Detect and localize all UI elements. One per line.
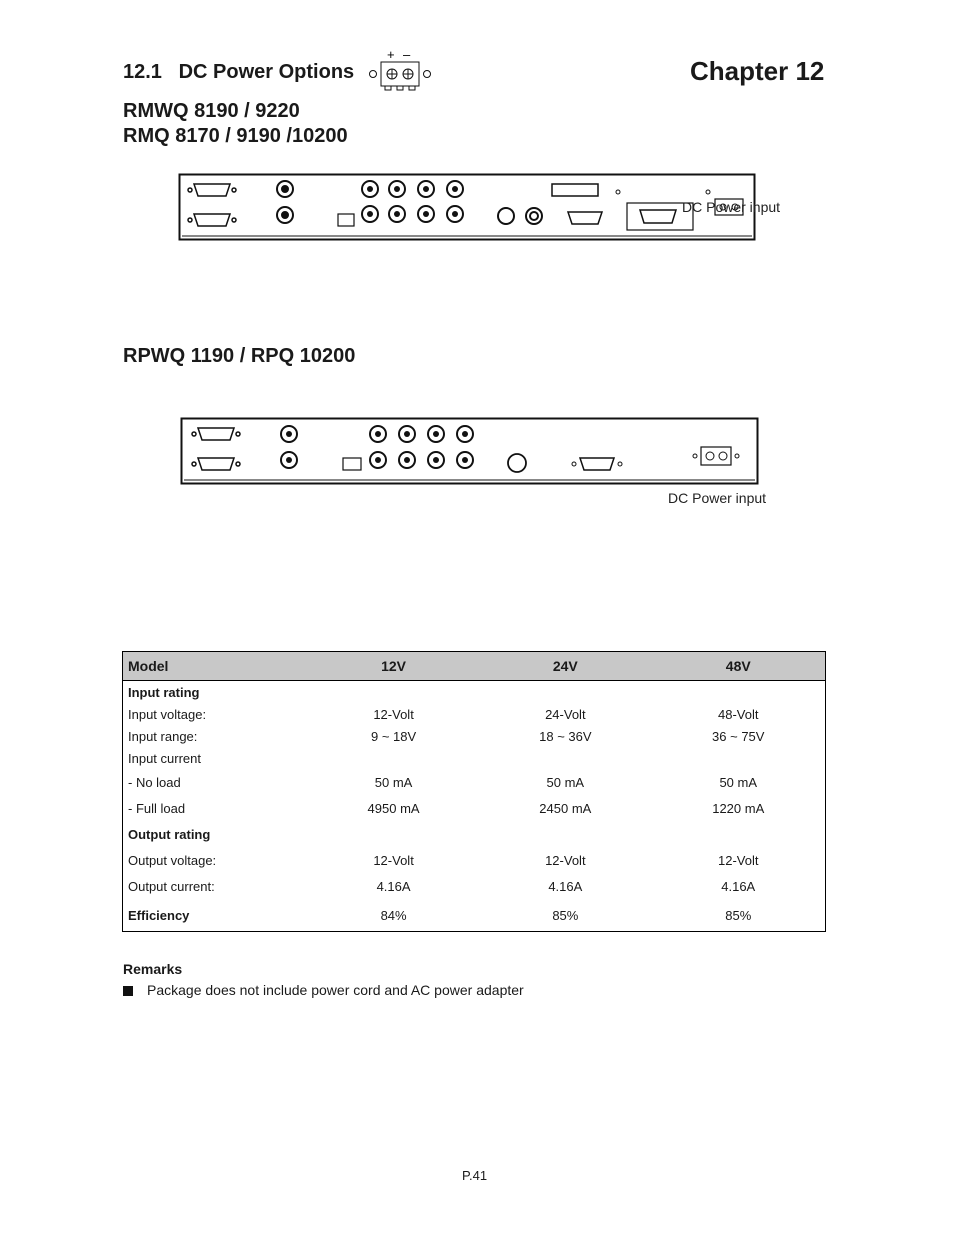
row-label: Efficiency [128,907,190,923]
rear-panel-diagram-rpwq [180,416,760,488]
table-row [123,725,826,747]
cell: 4.16A [721,878,756,894]
cell: 85% [725,907,752,923]
page-number: P.41 [462,1168,488,1183]
dc-input-caption-1: DC Power input [682,199,781,215]
table-row [123,769,826,795]
header-12v: 12V [308,652,479,681]
cell: 12-Volt [373,852,414,868]
cell: 50 mA [374,774,413,790]
cell: 48-Volt [718,706,759,722]
cell: 12-Volt [545,852,586,868]
table-row [123,795,826,821]
remark-text: Package does not include power cord and AC power adapter [147,982,524,998]
section-title: 12.1 DC Power Options [123,61,355,83]
cell: 4950 mA [367,800,420,816]
dc-terminal-icon [366,46,436,94]
cell [652,681,826,704]
row-label: Input current [128,750,201,766]
row-label: - No load [128,774,181,790]
header-48v: 48V [652,652,826,681]
cell: 18 ~ 36V [539,728,592,744]
bullet-square-icon [123,986,133,996]
table-row [123,681,826,704]
dc-spec-table [122,651,826,932]
table-row [123,847,826,873]
row-label: Output voltage: [128,852,217,868]
cell [308,681,479,704]
cell: 24-Volt [545,706,586,722]
model-line-3: RPWQ 1190 / RPQ 10200 [123,345,356,367]
table-row [123,899,826,932]
row-label: Output current: [128,878,215,894]
chapter-title: Chapter 12 [690,56,825,86]
remarks-title: Remarks [123,961,183,977]
table-row [123,703,826,725]
remark-item [123,982,524,998]
plus-label: + [387,47,395,62]
cell: 50 mA [546,774,585,790]
header-model: Model [123,652,309,681]
model-line-1: RMWQ 8190 / 9220 [123,100,300,122]
cell: 9 ~ 18V [370,728,417,744]
row-label: Output rating [128,826,211,842]
rear-panel-diagram-rmwq [178,172,758,244]
cell: 50 mA [719,774,758,790]
table-row [123,821,826,847]
table-row [123,873,826,899]
row-label: Input range: [128,728,198,744]
cell [479,747,651,769]
cell [479,681,651,704]
cell [308,821,479,847]
cell: 2450 mA [539,800,592,816]
row-label: Input rating [128,684,200,700]
cell [479,821,651,847]
row-label: - Full load [128,800,186,816]
cell: 1220 mA [712,800,765,816]
cell: 84% [380,907,407,923]
cell: 4.16A [376,878,411,894]
header-24v: 24V [479,652,651,681]
cell [308,747,479,769]
row-label: Input voltage: [128,706,207,722]
cell [652,747,826,769]
model-line-2: RMQ 8170 / 9190 /10200 [123,125,348,147]
cell: 12-Volt [373,706,414,722]
table-row [123,747,826,769]
minus-label: – [403,47,411,62]
cell: 4.16A [548,878,583,894]
cell: 12-Volt [718,852,759,868]
cell [652,821,826,847]
table-header-row [123,652,826,681]
dc-input-caption-2: DC Power input [668,490,767,506]
cell: 85% [552,907,579,923]
cell: 36 ~ 75V [712,728,765,744]
